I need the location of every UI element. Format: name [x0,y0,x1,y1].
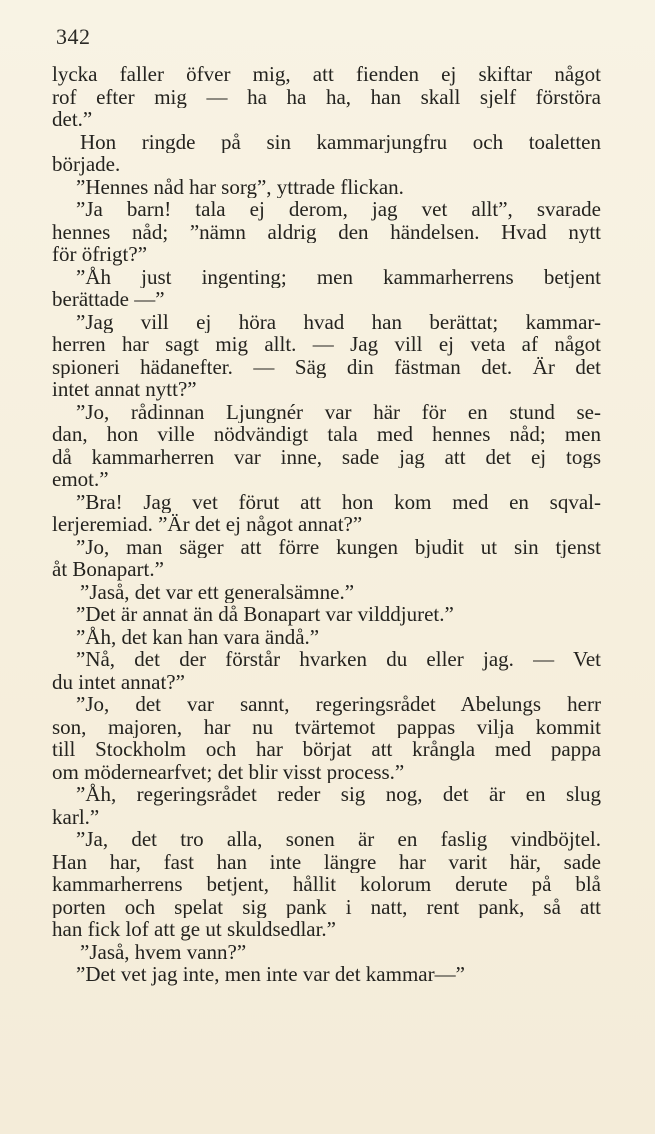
text-line: karl.” [52,805,100,828]
text-line: för öfrigt?” [52,243,148,266]
text-line: ”Åh, det kan han vara ändå.” [76,625,320,648]
text-line: till Stockholm och har börjat att krångla med pappa [52,738,601,761]
text-line: kammarherrens betjent, hållit kolorum derute på blå [52,873,601,896]
text-line: spioneri hädanefter. — Säg din fästman det. Är det [52,355,601,378]
text-line: ”Jo, det var sannt, regeringsrådet Abelungs herr [76,693,601,716]
text-line: intet annat nytt?” [52,378,197,401]
text-line: han fick lof att ge ut skuldsedlar.” [52,918,337,941]
text-line: dan, hon ville nödvändigt tala med hennes nåd; men [52,423,601,446]
text-line: ”Hennes nåd har sorg”, yttrade flickan. [76,175,404,198]
text-line: ”Jaså, hvem vann?” [80,940,247,963]
text-line: emot.” [52,468,109,491]
text-line: om mödernearfvet; det blir visst process.” [52,760,405,783]
text-line: ”Ja barn! tala ej derom, jag vet allt”, svarade [76,198,601,221]
text-line: Hon ringde på sin kammarjungfru och toaletten [80,130,601,153]
text-line: Han har, fast han inte längre har varit här, sade [52,850,601,873]
text-line: ”Nå, det der förstår hvarken du eller jag. — Vet [76,648,601,671]
text-line: åt Bonapart.” [52,558,164,581]
text-line: son, majoren, har nu tvärtemot pappas vilja kommit [52,715,601,738]
body-text [52,63,601,986]
text-line: rof efter mig — ha ha ha, han skall sjelf förstöra [52,85,601,108]
text-line: ”Åh just ingenting; men kammarherrens betjent [76,265,601,288]
text-line: ”Jo, rådinnan Ljungnér var här för en stund se- [76,400,601,423]
text-line: det.” [52,108,93,131]
text-line: då kammarherren var inne, sade jag att det ej togs [52,445,601,468]
text-line: berättade —” [52,288,165,311]
page-number: 342 [56,24,91,49]
text-line: porten och spelat sig pank i natt, rent pank, så att [52,895,601,918]
text-line: ”Det vet jag inte, men inte var det kammar—” [76,963,465,986]
text-line: ”Jaså, det var ett generalsämne.” [80,580,355,603]
text-line: ”Ja, det tro alla, sonen är en faslig vindböjtel. [76,828,601,851]
text-line: ”Jag vill ej höra hvad han berättat; kammar- [76,310,601,333]
text-line: herren har sagt mig allt. — Jag vill ej veta af något [52,333,601,356]
text-line: ”Jo, man säger att förre kungen bjudit ut sin tjenst [76,535,601,558]
text-line: du intet annat?” [52,670,185,693]
text-line: lycka faller öfver mig, att fienden ej skiftar något [52,63,601,86]
text-line: ”Åh, regeringsrådet reder sig nog, det är en slug [76,783,601,806]
text-line: hennes nåd; ”nämn aldrig den händelsen. Hvad nytt [52,220,601,243]
text-line: ”Det är annat än då Bonapart var vilddjuret.” [76,603,454,626]
text-line: lerjeremiad. ”Är det ej något annat?” [52,513,363,536]
text-line: ”Bra! Jag vet förut att hon kom med en sqval- [76,490,601,513]
text-line: började. [52,153,121,176]
